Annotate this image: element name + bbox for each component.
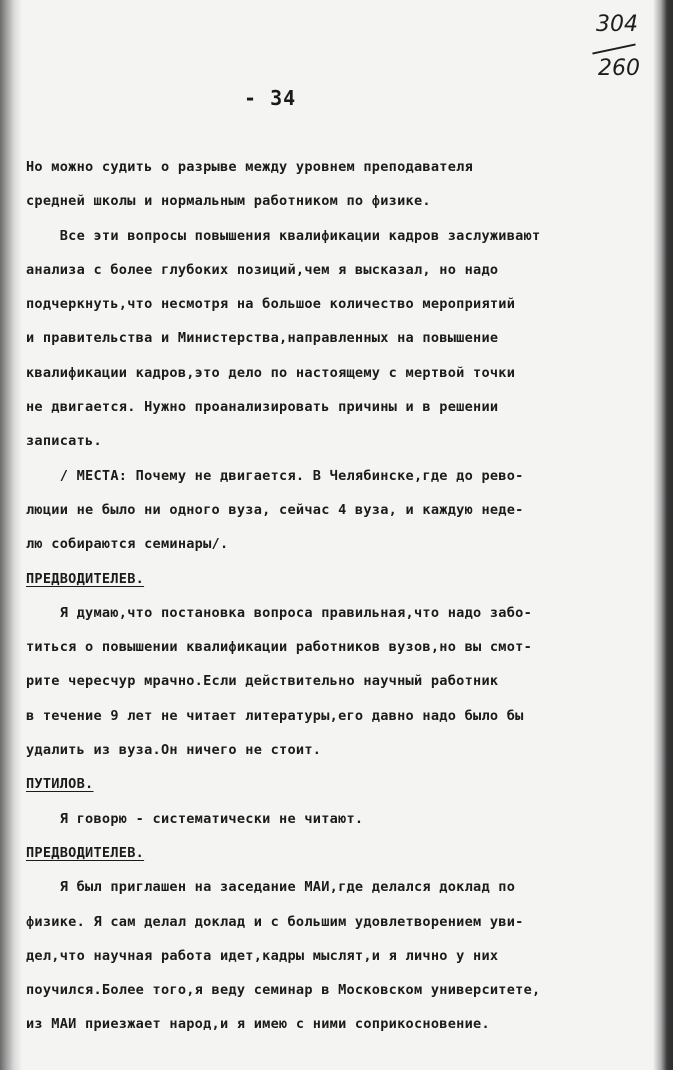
text-line: Я говорю - систематически не читают. <box>26 810 364 827</box>
text-line: титься о повышении квалификации работников вузов,но вы смот- <box>26 639 533 656</box>
scan-left-edge <box>0 0 22 1070</box>
speaker-heading: ПРЕДВОДИТЕЛЕВ. <box>26 570 145 587</box>
archive-number-divider <box>592 43 635 54</box>
text-line: не двигается. Нужно проанализировать причины и в решении <box>26 399 499 416</box>
text-line: поучился.Более того,я веду семинар в Московском университете, <box>26 982 541 999</box>
speaker-heading: ПРЕДВОДИТЕЛЕВ. <box>26 844 145 861</box>
text-line: дел,что научная работа идет,кадры мыслят,и я лично у них <box>26 947 499 964</box>
speaker-heading: ПУТИЛОВ. <box>26 776 94 793</box>
text-line: и правительства и Министерства,направленных на повышение <box>26 330 499 347</box>
text-line: Я думаю,что постановка вопроса правильная,что надо забо- <box>26 604 533 621</box>
text-line: записать. <box>26 433 102 450</box>
text-line: / МЕСТА: Почему не двигается. В Челябинске,где до рево- <box>26 467 524 484</box>
text-line: физике. Я сам делал доклад и с большим удовлетворением уви- <box>26 913 524 930</box>
text-line: квалификации кадров,это дело по настоящему с мертвой точки <box>26 364 516 381</box>
page-number: - 34 <box>244 86 297 110</box>
text-line: рите чересчур мрачно.Если действительно научный работник <box>26 673 499 690</box>
text-line: удалить из вуза.Он ничего не стоит. <box>26 742 322 759</box>
text-line: из МАИ приезжает народ,и я имею с ними соприкосновение. <box>26 1016 490 1033</box>
text-line: подчеркнуть,что несмотря на большое количество мероприятий <box>26 296 516 313</box>
text-line: люции не было ни одного вуза, сейчас 4 вуза, и каждую неде- <box>26 501 524 518</box>
text-line: Я был приглашен на заседание МАИ,где делался доклад по <box>26 879 516 896</box>
text-line: лю собираются семинары/. <box>26 536 229 553</box>
text-line: в течение 9 лет не читает литературы,его давно надо было бы <box>26 707 524 724</box>
archive-number-top: 304 <box>596 12 638 37</box>
text-line: Все эти вопросы повышения квалификации кадров заслуживают <box>26 227 541 244</box>
text-line: Но можно судить о разрыве между уровнем преподавателя <box>26 159 474 175</box>
archive-number-bottom: 260 <box>598 56 640 81</box>
typed-text-body <box>26 150 664 1042</box>
text-line: анализа с более глубоких позиций,чем я высказал, но надо <box>26 261 499 278</box>
text-line: средней школы и нормальным работником по физике. <box>26 193 431 210</box>
